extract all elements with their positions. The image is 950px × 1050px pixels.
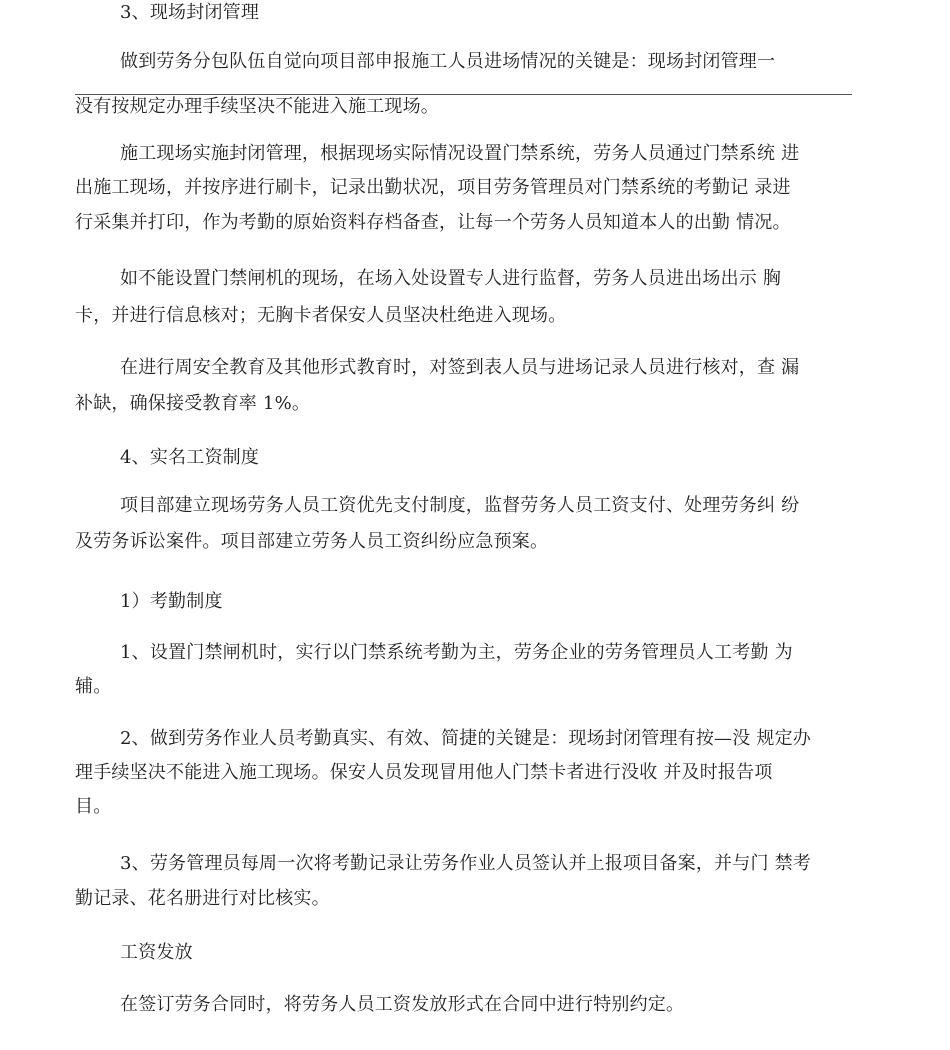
paragraph-line: 如不能设置门禁闸机的现场，在场入处设置专人进行监督，劳务人员进出场出示 胸 xyxy=(120,268,782,289)
paragraph-line: 在进行周安全教育及其他形式教育时，对签到表人员与进场记录人员进行核对，查 漏 xyxy=(120,357,800,378)
paragraph-line: 卡，并进行信息核对；无胸卡者保安人员坚决杜绝进入现场。 xyxy=(75,305,567,326)
paragraph-line: 没有按规定办理手续坚决不能进入施工现场。 xyxy=(75,96,439,117)
paragraph-line: 施工现场实施封闭管理，根据现场实际情况设置门禁系统，劳务人员通过门禁系统 进 xyxy=(120,143,800,164)
section-heading-wage-payment: 工资发放 xyxy=(120,942,193,963)
paragraph-line: 项目部建立现场劳务人员工资优先支付制度，监督劳务人员工资支付、处理劳务纠 纷 xyxy=(120,495,800,516)
subsection-heading-attendance: 1）考勤制度 xyxy=(120,591,223,612)
list-item-line: 1、设置门禁闸机时，实行以门禁系统考勤为主，劳务企业的劳务管理员人工考勤 为 xyxy=(120,642,793,663)
list-item-line: 勤记录、花名册进行对比核实。 xyxy=(75,888,330,909)
list-item-line: 2、做到劳务作业人员考勤真实、有效、简捷的关键是：现场封闭管理有按—没 规定办 xyxy=(120,728,811,749)
list-item-line: 3、劳务管理员每周一次将考勤记录让劳务作业人员签认并上报项目备案，并与门 禁考 xyxy=(120,853,811,874)
horizontal-rule xyxy=(75,94,852,95)
list-item-line: 目。 xyxy=(75,796,112,817)
paragraph-line: 补缺，确保接受教育率 1%。 xyxy=(75,393,311,414)
paragraph-line: 及劳务诉讼案件。项目部建立劳务人员工资纠纷应急预案。 xyxy=(75,531,549,552)
paragraph-line: 做到劳务分包队伍自觉向项目部申报施工人员进场情况的关键是：现场封闭管理一 xyxy=(120,51,776,72)
list-item-line: 理手续坚决不能进入施工现场。保安人员发现冒用他人门禁卡者进行没收 并及时报告项 xyxy=(75,762,773,783)
section-heading-real-name-wage: 4、实名工资制度 xyxy=(120,447,260,468)
section-heading-closed-management: 3、现场封闭管理 xyxy=(120,2,260,23)
paragraph-line: 行采集并打印，作为考勤的原始资料存档备查，让每一个劳务人员知道本人的出勤 情况。 xyxy=(75,212,791,233)
list-item-line: 辅。 xyxy=(75,676,112,697)
paragraph-line: 出施工现场，并按序进行刷卡，记录出勤状况，项目劳务管理员对门禁系统的考勤记 录进 xyxy=(75,177,791,198)
paragraph-line: 在签订劳务合同时，将劳务人员工资发放形式在合同中进行特别约定。 xyxy=(120,994,685,1015)
